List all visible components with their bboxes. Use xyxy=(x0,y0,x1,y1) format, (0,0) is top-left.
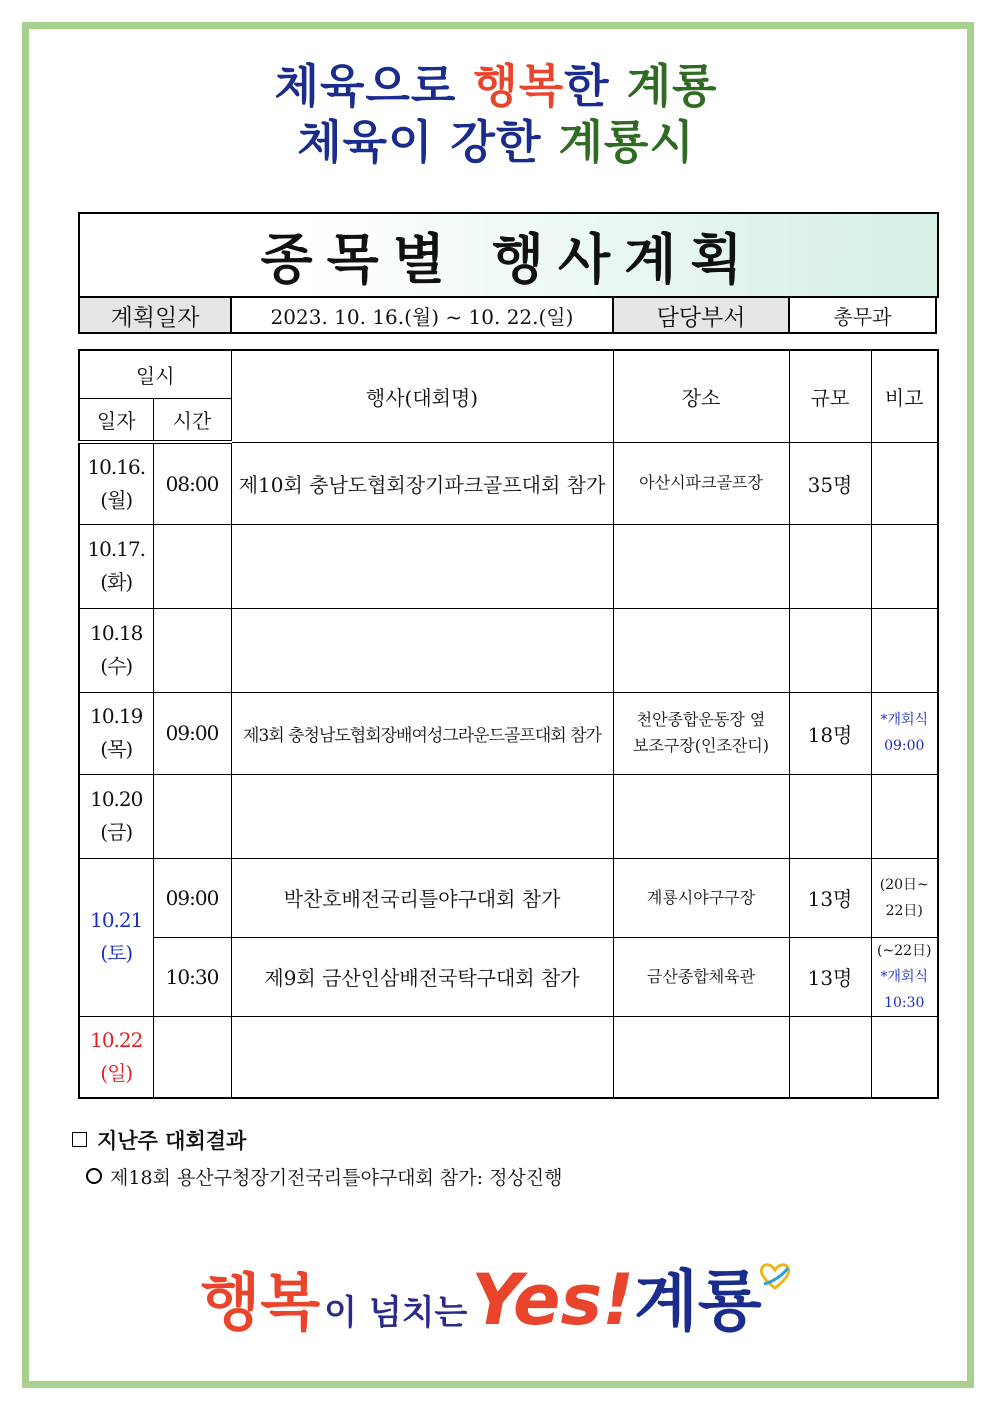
row-place xyxy=(613,858,789,937)
date-day: 10.17. xyxy=(87,537,146,561)
row-time xyxy=(153,774,231,858)
last-week-results xyxy=(72,1125,563,1190)
note-line: (~22日) xyxy=(877,942,932,959)
footer-slogan xyxy=(0,1248,992,1343)
slogan-text: 체육이 강한 xyxy=(297,115,559,169)
row-date xyxy=(79,774,153,858)
row-time xyxy=(153,524,231,608)
plan-date-value: 2023. 10. 16.(월) ~ 10. 22.(일) xyxy=(231,297,613,333)
row-note xyxy=(871,858,938,937)
row-date xyxy=(79,1016,153,1098)
header-date: 일자 xyxy=(79,398,153,442)
row-place xyxy=(613,524,789,608)
slogan-line-2 xyxy=(0,114,992,170)
row-place xyxy=(613,774,789,858)
row-note xyxy=(871,937,938,1016)
date-weekday: (토) xyxy=(100,941,133,965)
header-datetime: 일시 xyxy=(79,350,231,398)
dept-label: 담당부서 xyxy=(613,297,789,333)
footer-happiness: 행복 xyxy=(200,1266,321,1339)
heart-icon xyxy=(758,1262,792,1290)
row-place xyxy=(613,608,789,692)
slogan-city: 계룡시 xyxy=(558,115,695,169)
header-time: 시간 xyxy=(153,398,231,442)
row-date xyxy=(79,524,153,608)
date-weekday: (목) xyxy=(100,737,133,761)
row-note xyxy=(871,774,938,858)
row-place xyxy=(613,1016,789,1098)
row-scale: 13명 xyxy=(789,858,871,937)
row-date xyxy=(79,608,153,692)
table-row xyxy=(79,608,938,692)
date-day: 10.20 xyxy=(90,787,143,811)
note-line: (20日~ xyxy=(879,876,929,893)
table-row xyxy=(79,692,938,774)
row-scale xyxy=(789,1016,871,1098)
slogan-line-1 xyxy=(0,58,992,114)
date-day: 10.18 xyxy=(90,621,143,645)
note-line: 10:30 xyxy=(884,994,925,1011)
header-note: 비고 xyxy=(871,350,938,442)
row-time: 09:00 xyxy=(153,692,231,774)
document-title: 종목별 행사계획 xyxy=(260,227,757,291)
section-heading xyxy=(72,1125,563,1155)
row-place xyxy=(613,692,789,774)
table-row xyxy=(79,937,938,1016)
row-time xyxy=(153,1016,231,1098)
document-title-box xyxy=(78,212,939,298)
note-line: *개회식 xyxy=(880,968,929,985)
date-day: 10.16. xyxy=(87,454,146,479)
footer-overflowing: 이 넘치는 xyxy=(324,1293,468,1333)
note-line: 09:00 xyxy=(884,738,925,754)
header-scale: 규모 xyxy=(789,350,871,442)
row-event xyxy=(231,608,613,692)
table-row xyxy=(79,774,938,858)
slogan-city: 계룡 xyxy=(626,59,718,113)
row-scale xyxy=(789,608,871,692)
result-item xyxy=(86,1163,563,1190)
table-row xyxy=(79,858,938,937)
row-event: 제10회 충남도협회장기파크골프대회 참가 xyxy=(231,442,613,524)
slogan-text: 체육으로 xyxy=(274,59,474,113)
date-weekday: (금) xyxy=(100,820,133,844)
row-event: 제3회 충청남도협회장배여성그라운드골프대회 참가 xyxy=(231,692,613,774)
footer-gyeryong: 계룡 xyxy=(634,1263,762,1340)
row-scale: 13명 xyxy=(789,937,871,1016)
slogan-highlight: 행복 xyxy=(473,59,565,113)
row-note xyxy=(871,442,938,524)
row-scale xyxy=(789,524,871,608)
row-time: 10:30 xyxy=(153,937,231,1016)
row-note xyxy=(871,1016,938,1098)
circle-bullet-icon xyxy=(86,1168,102,1184)
table-row xyxy=(79,442,938,524)
row-time: 08:00 xyxy=(153,442,231,524)
plan-info-table xyxy=(78,296,937,334)
plan-date-label: 계획일자 xyxy=(79,297,231,333)
note-line: 22日) xyxy=(885,902,923,919)
dept-value: 총무과 xyxy=(789,297,936,333)
place-line: 보조구장(인조잔디) xyxy=(632,736,770,755)
date-weekday: (화) xyxy=(100,570,133,594)
row-note xyxy=(871,608,938,692)
row-scale: 35명 xyxy=(789,442,871,524)
row-scale xyxy=(789,774,871,858)
checkbox-square-icon xyxy=(72,1132,87,1147)
row-date xyxy=(79,692,153,774)
row-note xyxy=(871,692,938,774)
row-event xyxy=(231,524,613,608)
footer-yes: Yes! xyxy=(471,1259,635,1341)
date-day: 10.22 xyxy=(90,1027,143,1052)
header-event: 행사(대회명) xyxy=(231,350,613,442)
note-line: *개회식 xyxy=(880,712,929,728)
table-row xyxy=(79,1016,938,1098)
place-line: 아산시파크골프장 xyxy=(639,473,763,492)
row-time: 09:00 xyxy=(153,858,231,937)
header-place: 장소 xyxy=(613,350,789,442)
slogan-text: 한 xyxy=(564,59,627,113)
row-note xyxy=(871,524,938,608)
date-day: 10.21 xyxy=(90,908,143,932)
row-date xyxy=(79,442,153,524)
date-weekday: (일) xyxy=(100,1060,133,1085)
row-event xyxy=(231,1016,613,1098)
row-event: 박찬호배전국리틀야구대회 참가 xyxy=(231,858,613,937)
row-event: 제9회 금산인삼배전국탁구대회 참가 xyxy=(231,937,613,1016)
date-weekday: (수) xyxy=(100,654,133,678)
date-day: 10.19 xyxy=(90,704,143,728)
top-slogan xyxy=(0,58,992,170)
row-place xyxy=(613,442,789,524)
row-date xyxy=(79,858,153,1016)
schedule-table xyxy=(78,349,939,1099)
place-line: 계룡시야구구장 xyxy=(646,887,756,907)
result-item-text: 제18회 용산구청장기전국리틀야구대회 참가: 정상진행 xyxy=(110,1167,563,1189)
section-heading-text: 지난주 대회결과 xyxy=(97,1129,247,1153)
place-line: 천안종합운동장 옆 xyxy=(636,710,766,729)
row-event xyxy=(231,774,613,858)
place-line: 금산종합체육관 xyxy=(646,966,756,986)
row-place xyxy=(613,937,789,1016)
row-time xyxy=(153,608,231,692)
row-scale: 18명 xyxy=(789,692,871,774)
date-weekday: (월) xyxy=(100,487,133,512)
table-row xyxy=(79,524,938,608)
